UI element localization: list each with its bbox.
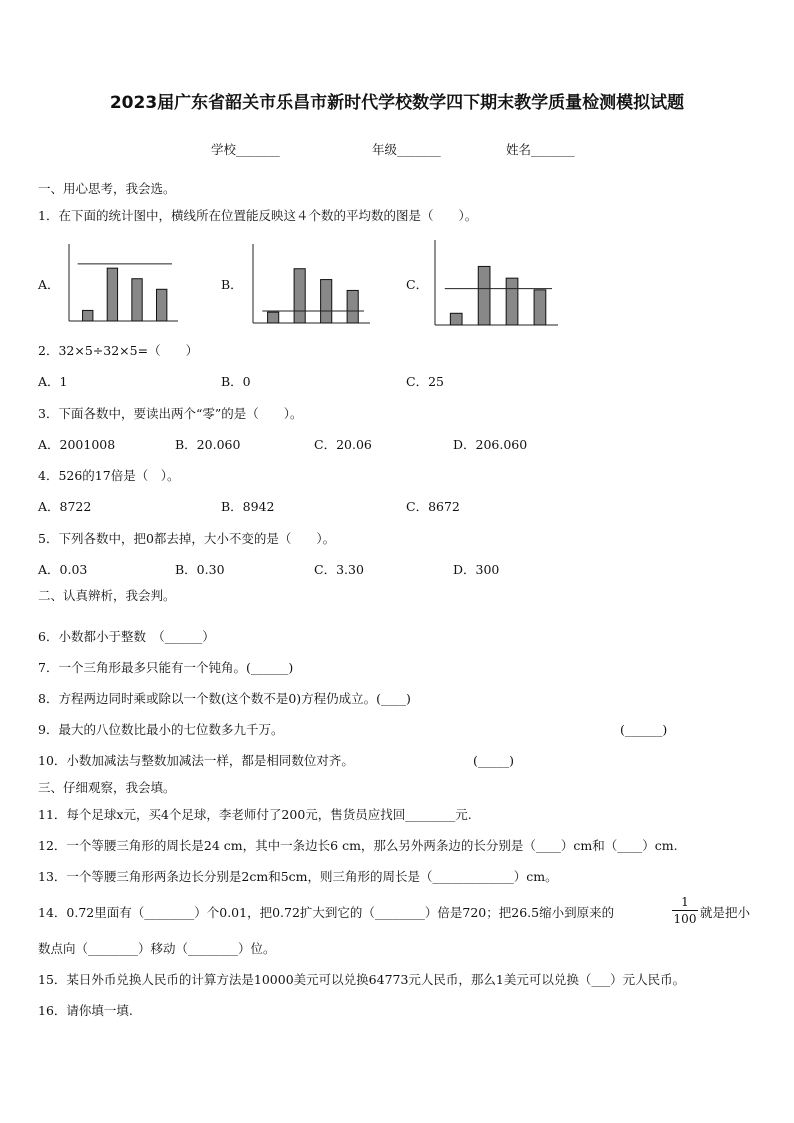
fraction-denominator: 100 <box>673 912 697 926</box>
question-6: 6．小数都小于整数 （______） <box>38 629 215 644</box>
question-10: 10．小数加减法与整数加减法一样，都是相同数位对齐。 <box>38 753 354 768</box>
section-heading-1: 一、用心思考，我会选。 <box>38 181 176 196</box>
grade-field: 年级_______ <box>372 142 441 157</box>
question-15: 15．某日外币兑换人民币的计算方法是10000美元可以兑换64773元人民币，那么1美元可以兑换（___）元人民币。 <box>38 972 686 987</box>
question-9-blank: (______) <box>620 722 668 737</box>
q2-option-a: A．1 <box>38 374 68 389</box>
question-5: 5．下列各数中，把0都去掉，大小不变的是（ ）。 <box>38 531 336 546</box>
q1-option-b-label: B． <box>221 277 243 292</box>
q5-option-d: D．300 <box>453 562 500 577</box>
chart-c-bar-3 <box>506 278 518 325</box>
question-16: 16．请你填一填. <box>38 1003 133 1018</box>
q5-option-c: C．3.30 <box>314 562 364 577</box>
question-9: 9．最大的八位数比最小的七位数多九千万。 <box>38 722 284 737</box>
q4-option-b: B．8942 <box>221 499 275 514</box>
name-field: 姓名_______ <box>506 142 575 157</box>
q4-option-c: C．8672 <box>406 499 460 514</box>
section-heading-2: 二、认真辨析，我会判。 <box>38 588 176 603</box>
question-7: 7．一个三角形最多只能有一个钝角。(______) <box>38 660 294 675</box>
chart-b-bar-3 <box>321 280 332 323</box>
school-field: 学校_______ <box>211 142 280 157</box>
chart-a-bar-4 <box>157 289 167 321</box>
q3-option-a: A．2001008 <box>38 437 116 452</box>
q1-option-a-label: A． <box>38 277 60 292</box>
question-14: 14．0.72里面有（________）个0.01，把0.72扩大到它的（________）倍是720；把26.5缩小到原来的 <box>38 905 615 920</box>
chart-c-bar-1 <box>450 313 462 325</box>
question-1: 1．在下面的统计图中，横线所在位置能反映这４个数的平均数的图是（ ）。 <box>38 208 478 223</box>
chart-c-bar-4 <box>534 290 546 325</box>
q5-option-b: B．0.30 <box>175 562 225 577</box>
bar-chart-b <box>250 244 370 326</box>
chart-b-bar-4 <box>347 290 358 323</box>
q2-option-b: B．0 <box>221 374 251 389</box>
q4-option-a: A．8722 <box>38 499 92 514</box>
question-10-blank: (_____) <box>473 753 515 768</box>
chart-a-bar-1 <box>83 310 93 321</box>
q5-option-a: A．0.03 <box>38 562 88 577</box>
page-title: 2023届广东省韶关市乐昌市新时代学校数学四下期末教学质量检测模拟试题 <box>109 93 685 113</box>
q2-option-c: C．25 <box>406 374 444 389</box>
section-heading-3: 三、仔细观察，我会填。 <box>38 780 176 795</box>
chart-a-bar-3 <box>132 279 142 321</box>
bar-chart-c <box>432 240 558 328</box>
q1-option-c-label: C． <box>406 277 429 292</box>
chart-b-bar-1 <box>268 312 279 323</box>
chart-a-bar-2 <box>107 268 117 321</box>
question-8: 8．方程两边同时乘或除以一个数(这个数不是0)方程仍成立。(____) <box>38 691 411 706</box>
question-11: 11．每个足球x元，买4个足球，李老师付了200元，售货员应找回________元. <box>38 807 472 822</box>
question-2: 2．32×5÷32×5=（ ） <box>38 343 199 358</box>
fraction-numerator: 1 <box>681 895 689 909</box>
question-3: 3．下面各数中，要读出两个“零”的是（ ）。 <box>38 406 303 421</box>
chart-b-bar-2 <box>294 269 305 323</box>
question-13: 13．一个等腰三角形两条边长分别是2cm和5cm，则三角形的周长是（_____________）cm。 <box>38 869 558 884</box>
q3-option-d: D．206.060 <box>453 437 528 452</box>
chart-c-bar-2 <box>478 266 490 325</box>
bar-chart-a <box>66 244 178 324</box>
q3-option-b: B．20.060 <box>175 437 241 452</box>
question-14-cont: 就是把小 <box>700 905 751 920</box>
question-14-line2: 数点向（________）移动（________）位。 <box>38 941 276 956</box>
fraction-one-hundredth <box>672 895 698 926</box>
question-4: 4．526的17倍是（ ）。 <box>38 468 180 483</box>
question-12: 12．一个等腰三角形的周长是24 cm，其中一条边长6 cm，那么另外两条边的长分别是（____）cm和（____）cm. <box>38 838 678 853</box>
q3-option-c: C．20.06 <box>314 437 372 452</box>
fraction-bar <box>672 910 698 911</box>
